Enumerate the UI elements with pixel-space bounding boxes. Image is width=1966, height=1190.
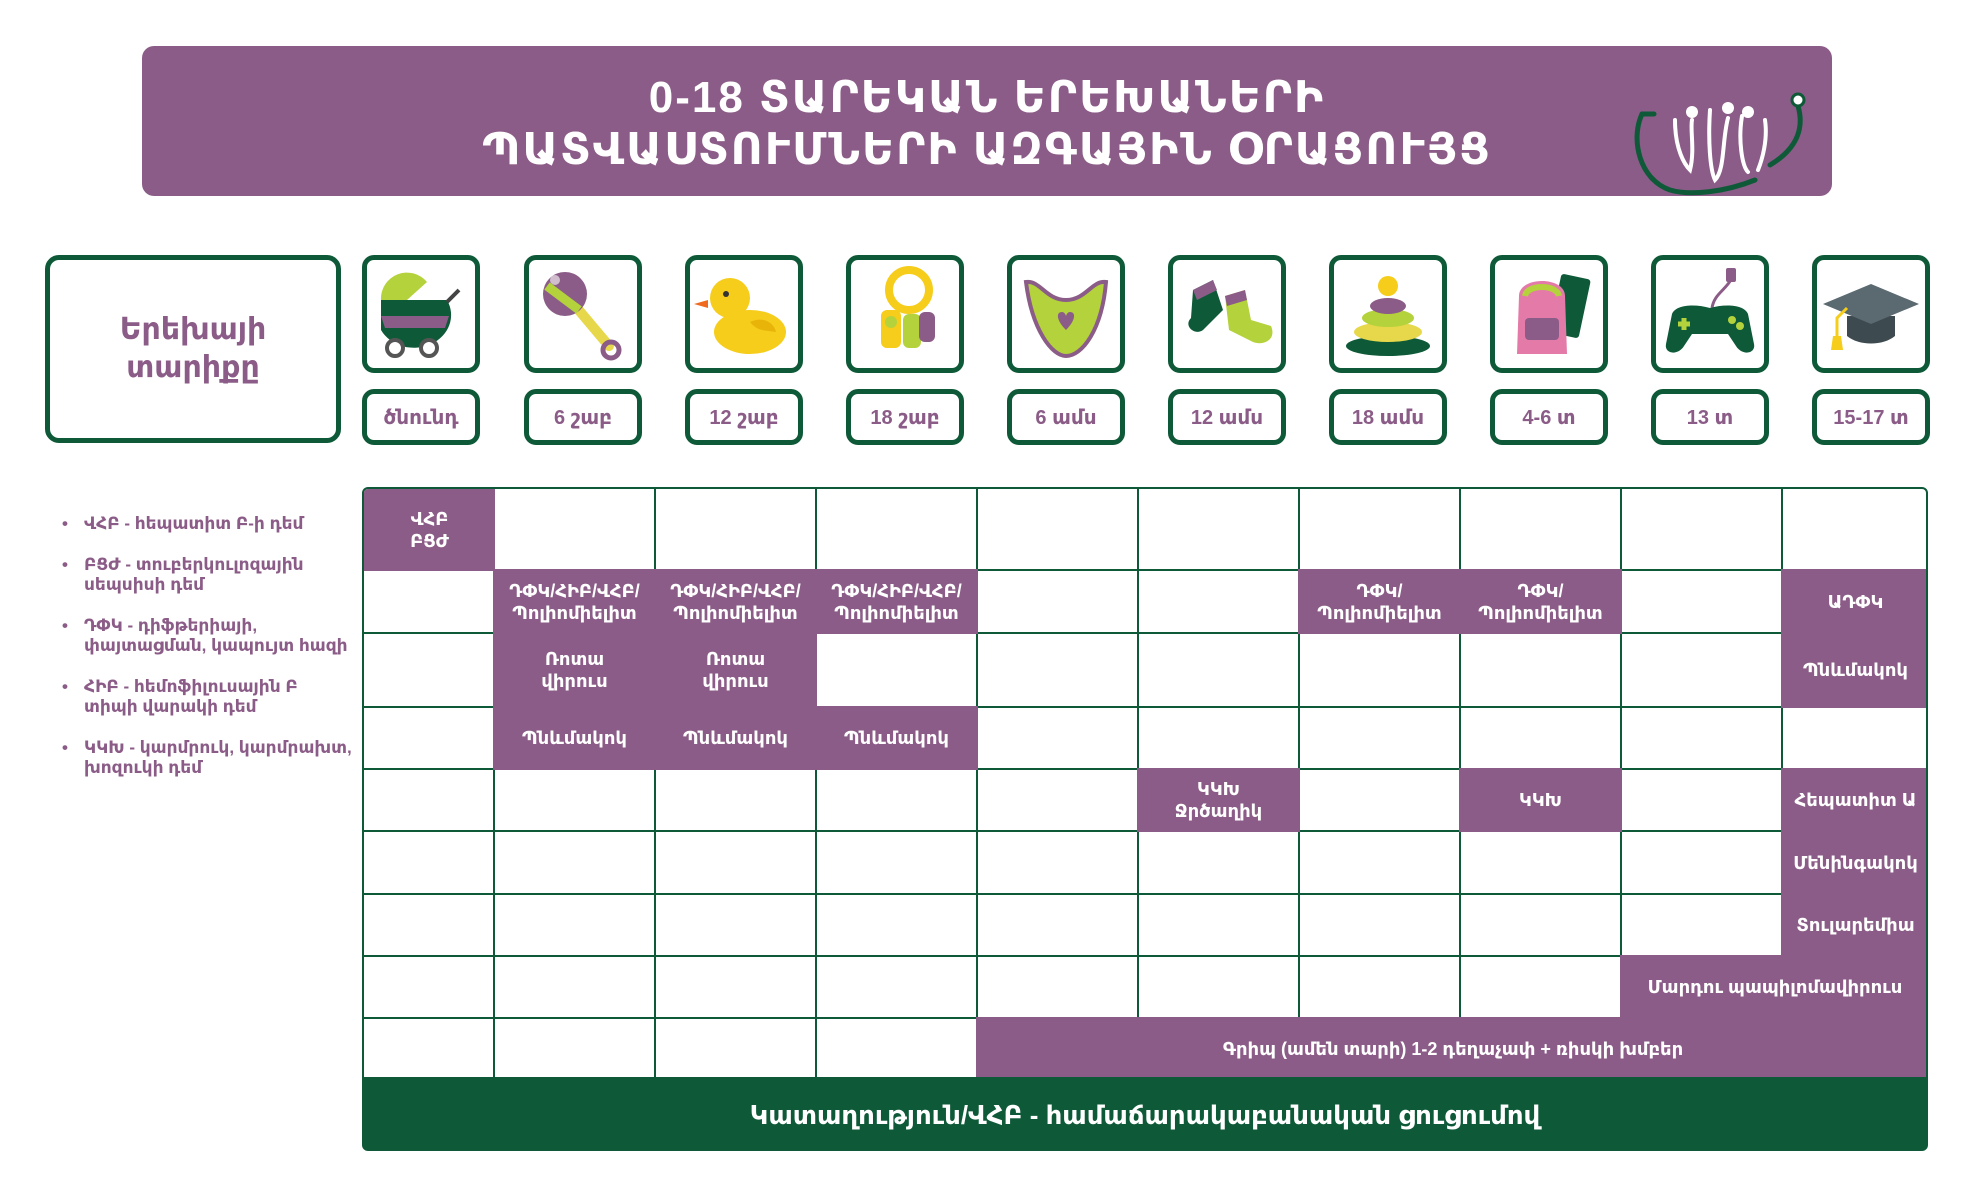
vaccine-label: վիրուս bbox=[541, 671, 608, 691]
vaccine-cell-pneumococcal-18w bbox=[815, 706, 978, 770]
vaccine-label: Գրիպ (ամեն տարի) 1-2 դեղաչափ + ռիսկի խմբեր bbox=[1222, 1039, 1684, 1059]
socks-icon bbox=[1173, 260, 1281, 368]
graduation-cap-icon bbox=[1817, 260, 1925, 368]
age-icon-box-3 bbox=[685, 255, 803, 373]
vaccine-cell-rota-6w bbox=[493, 632, 656, 708]
vaccine-cell-pneumococcal-6w bbox=[493, 706, 656, 770]
vaccine-cell-mmr-4-6y bbox=[1459, 768, 1622, 832]
legend-item: • ՀԻԲ - հեմոֆիլուսային Բ տիպի վարակի դեմ bbox=[62, 677, 352, 717]
stethoscope-logo-icon bbox=[1630, 80, 1840, 200]
vaccine-label: Ջրծաղիկ bbox=[1174, 801, 1263, 821]
vaccine-label: Պոլիոմիելիտ bbox=[834, 602, 959, 623]
vaccine-cell-pneumococcal-15-17y bbox=[1781, 632, 1928, 708]
age-label-7: 18 ամս bbox=[1329, 389, 1447, 445]
vaccine-label: Հեպատիտ Ա bbox=[1794, 790, 1917, 810]
baby-stroller-icon bbox=[367, 260, 475, 368]
vaccine-label: Պոլիոմիելիտ bbox=[673, 602, 798, 623]
bib-icon bbox=[1012, 260, 1120, 368]
vaccine-cell-rota-12w bbox=[654, 632, 817, 708]
legend-item: • ԿԿԽ - կարմրուկ, կարմրախտ, խոզուկի դեմ bbox=[62, 738, 352, 778]
vaccine-label: ՎՀԲ bbox=[410, 509, 449, 529]
rattle-icon bbox=[529, 260, 637, 368]
legend-item: • ԲՑԺ - տուբերկուլոզային սեպսիսի դեմ bbox=[62, 555, 352, 595]
vaccine-cell-adult-dt bbox=[1781, 569, 1928, 634]
age-label-6: 12 ամս bbox=[1168, 389, 1286, 445]
age-icon-box-5 bbox=[1007, 255, 1125, 373]
age-label-9: 13 տ bbox=[1651, 389, 1769, 445]
vaccine-cell-hepb-bcg bbox=[364, 489, 495, 571]
age-icon-box-7 bbox=[1329, 255, 1447, 373]
vaccine-label: ԲՑԺ bbox=[410, 531, 449, 551]
age-label-10: 15-17 տ bbox=[1812, 389, 1930, 445]
backpack-icon bbox=[1495, 260, 1603, 368]
vaccine-label: ԱԴՓԿ bbox=[1827, 591, 1884, 612]
vaccine-cell-flu bbox=[976, 1017, 1928, 1079]
vaccine-cell-hep-a bbox=[1781, 768, 1928, 832]
vaccine-cell-meningococcal bbox=[1781, 830, 1928, 895]
vaccine-label: ԴՓԿ/ՀԻԲ/ՎՀԲ/ bbox=[831, 580, 962, 601]
age-label-1: ծնունդ bbox=[362, 389, 480, 445]
age-header-line-1: Երեխայի bbox=[119, 313, 267, 346]
vaccine-label: ԴՓԿ/ bbox=[1517, 580, 1564, 601]
title-banner bbox=[142, 46, 1832, 196]
vaccine-cell-dpt-combo-18w bbox=[815, 569, 978, 634]
vaccine-label: ԴՓԿ/ bbox=[1356, 580, 1403, 601]
vaccine-label: ԿԿԽ bbox=[1197, 779, 1240, 799]
legend-item: • ԴՓԿ - դիֆթերիայի, փայտացման, կապույտ հազի bbox=[62, 616, 352, 656]
vaccine-cell-hpv bbox=[1620, 955, 1928, 1019]
title-line-1: 0-18 ՏԱՐԵԿԱՆ ԵՐԵԽԱՆԵՐԻ bbox=[648, 73, 1326, 122]
vaccine-cell-dpt-polio-4-6y bbox=[1459, 569, 1622, 634]
age-icon-box-10 bbox=[1812, 255, 1930, 373]
gamepad-icon bbox=[1656, 260, 1764, 368]
vaccine-label: Ռոտա bbox=[544, 649, 605, 669]
age-icon-box-8 bbox=[1490, 255, 1608, 373]
vaccine-label: Տուլարեմիա bbox=[1796, 915, 1915, 935]
vaccine-cell-dpt-combo-6w bbox=[493, 569, 656, 634]
vaccine-label: Պնևմակոկ bbox=[522, 728, 627, 748]
legend-item: • ՎՀԲ - հեպատիտ Բ-ի դեմ bbox=[62, 514, 352, 534]
age-icon-box-1 bbox=[362, 255, 480, 373]
age-label-3: 12 շաբ bbox=[685, 389, 803, 445]
vaccine-label: Պնևմակոկ bbox=[1803, 660, 1908, 680]
vaccine-label: Մենինգակոկ bbox=[1793, 852, 1918, 873]
age-label-4: 18 շաբ bbox=[846, 389, 964, 445]
vaccine-label: Պոլիոմիելիտ bbox=[512, 602, 637, 623]
vaccine-cell-tularemia bbox=[1781, 893, 1928, 957]
vaccine-label: Պոլիոմիելիտ bbox=[1317, 602, 1442, 623]
vaccine-label: Մարդու պապիլոմավիրուս bbox=[1647, 977, 1903, 997]
age-label-8: 4-6 տ bbox=[1490, 389, 1608, 445]
age-icon-box-9 bbox=[1651, 255, 1769, 373]
vaccine-cell-dpt-polio-18m bbox=[1298, 569, 1461, 634]
age-header-box bbox=[45, 255, 341, 443]
abbreviation-legend bbox=[62, 514, 352, 799]
age-icon-box-6 bbox=[1168, 255, 1286, 373]
toy-keys-icon bbox=[851, 260, 959, 368]
footer-note: Կատաղություն/ՎՀԲ - համաճարակաբանական ցուցումով bbox=[362, 1079, 1928, 1151]
vaccine-cell-pneumococcal-12w bbox=[654, 706, 817, 770]
age-icon-box-2 bbox=[524, 255, 642, 373]
age-header-line-2: տարիքը bbox=[126, 351, 260, 384]
vaccine-cell-dpt-combo-12w bbox=[654, 569, 817, 634]
vaccine-label: ԴՓԿ/ՀԻԲ/ՎՀԲ/ bbox=[509, 580, 640, 601]
vaccine-label: ԿԿԽ bbox=[1519, 790, 1562, 810]
ring-pyramid-icon bbox=[1334, 260, 1442, 368]
vaccination-schedule-grid bbox=[362, 487, 1928, 1079]
vaccine-label: Ռոտա bbox=[705, 649, 766, 669]
grid-line bbox=[364, 893, 1928, 895]
vaccine-label: վիրուս bbox=[702, 671, 769, 691]
vaccine-cell-mmr-chickenpox-12m bbox=[1137, 768, 1300, 832]
vaccine-label: Պնևմակոկ bbox=[844, 728, 949, 748]
rubber-duck-icon bbox=[690, 260, 798, 368]
vaccine-label: ԴՓԿ/ՀԻԲ/ՎՀԲ/ bbox=[670, 580, 801, 601]
age-icon-box-4 bbox=[846, 255, 964, 373]
title-line-2: ՊԱՏՎԱՍՏՈՒՄՆԵՐԻ ԱԶԳԱՅԻՆ ՕՐԱՑՈՒՅՑ bbox=[482, 125, 1492, 174]
vaccine-label: Պոլիոմիելիտ bbox=[1478, 602, 1603, 623]
vaccine-label: Պնևմակոկ bbox=[683, 728, 788, 748]
age-label-5: 6 ամս bbox=[1007, 389, 1125, 445]
age-label-2: 6 շաբ bbox=[524, 389, 642, 445]
